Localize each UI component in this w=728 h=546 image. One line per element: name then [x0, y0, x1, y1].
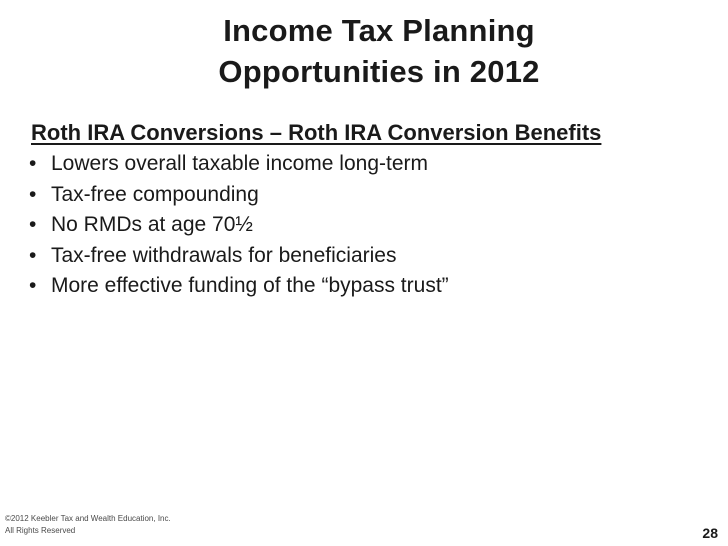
- bullet-text: Tax-free withdrawals for beneficiaries: [51, 243, 397, 267]
- page-number: 28: [702, 525, 718, 541]
- bullet-text: Tax-free compounding: [51, 182, 259, 206]
- bullet-icon: •: [29, 243, 37, 267]
- copyright-notice: [5, 513, 171, 537]
- bullet-text: Lowers overall taxable income long-term: [51, 152, 429, 175]
- bullet-item: [27, 271, 707, 302]
- slide-title: [0, 10, 728, 92]
- bullet-text: More effective funding of the “bypass trust”: [51, 274, 449, 297]
- copyright-line-2: All Rights Reserved: [5, 526, 76, 535]
- slide-content: [27, 118, 707, 302]
- bullet-item: [27, 210, 707, 241]
- bullet-item: [27, 180, 707, 211]
- bullet-list: [27, 149, 707, 302]
- bullet-icon: •: [29, 152, 37, 175]
- bullet-text: No RMDs at age 70½: [51, 213, 253, 236]
- bullet-icon: •: [29, 274, 37, 297]
- copyright-line-1: ©2012 Keebler Tax and Wealth Education, Inc.: [5, 514, 171, 523]
- bullet-item: [27, 241, 707, 272]
- title-line-1: Income Tax Planning: [223, 13, 535, 48]
- section-subheading: Roth IRA Conversions – Roth IRA Conversion Benefits: [31, 120, 602, 145]
- title-line-2: Opportunities in 2012: [218, 54, 540, 89]
- bullet-icon: •: [29, 213, 37, 236]
- bullet-icon: •: [29, 182, 37, 206]
- bullet-item: [27, 149, 707, 180]
